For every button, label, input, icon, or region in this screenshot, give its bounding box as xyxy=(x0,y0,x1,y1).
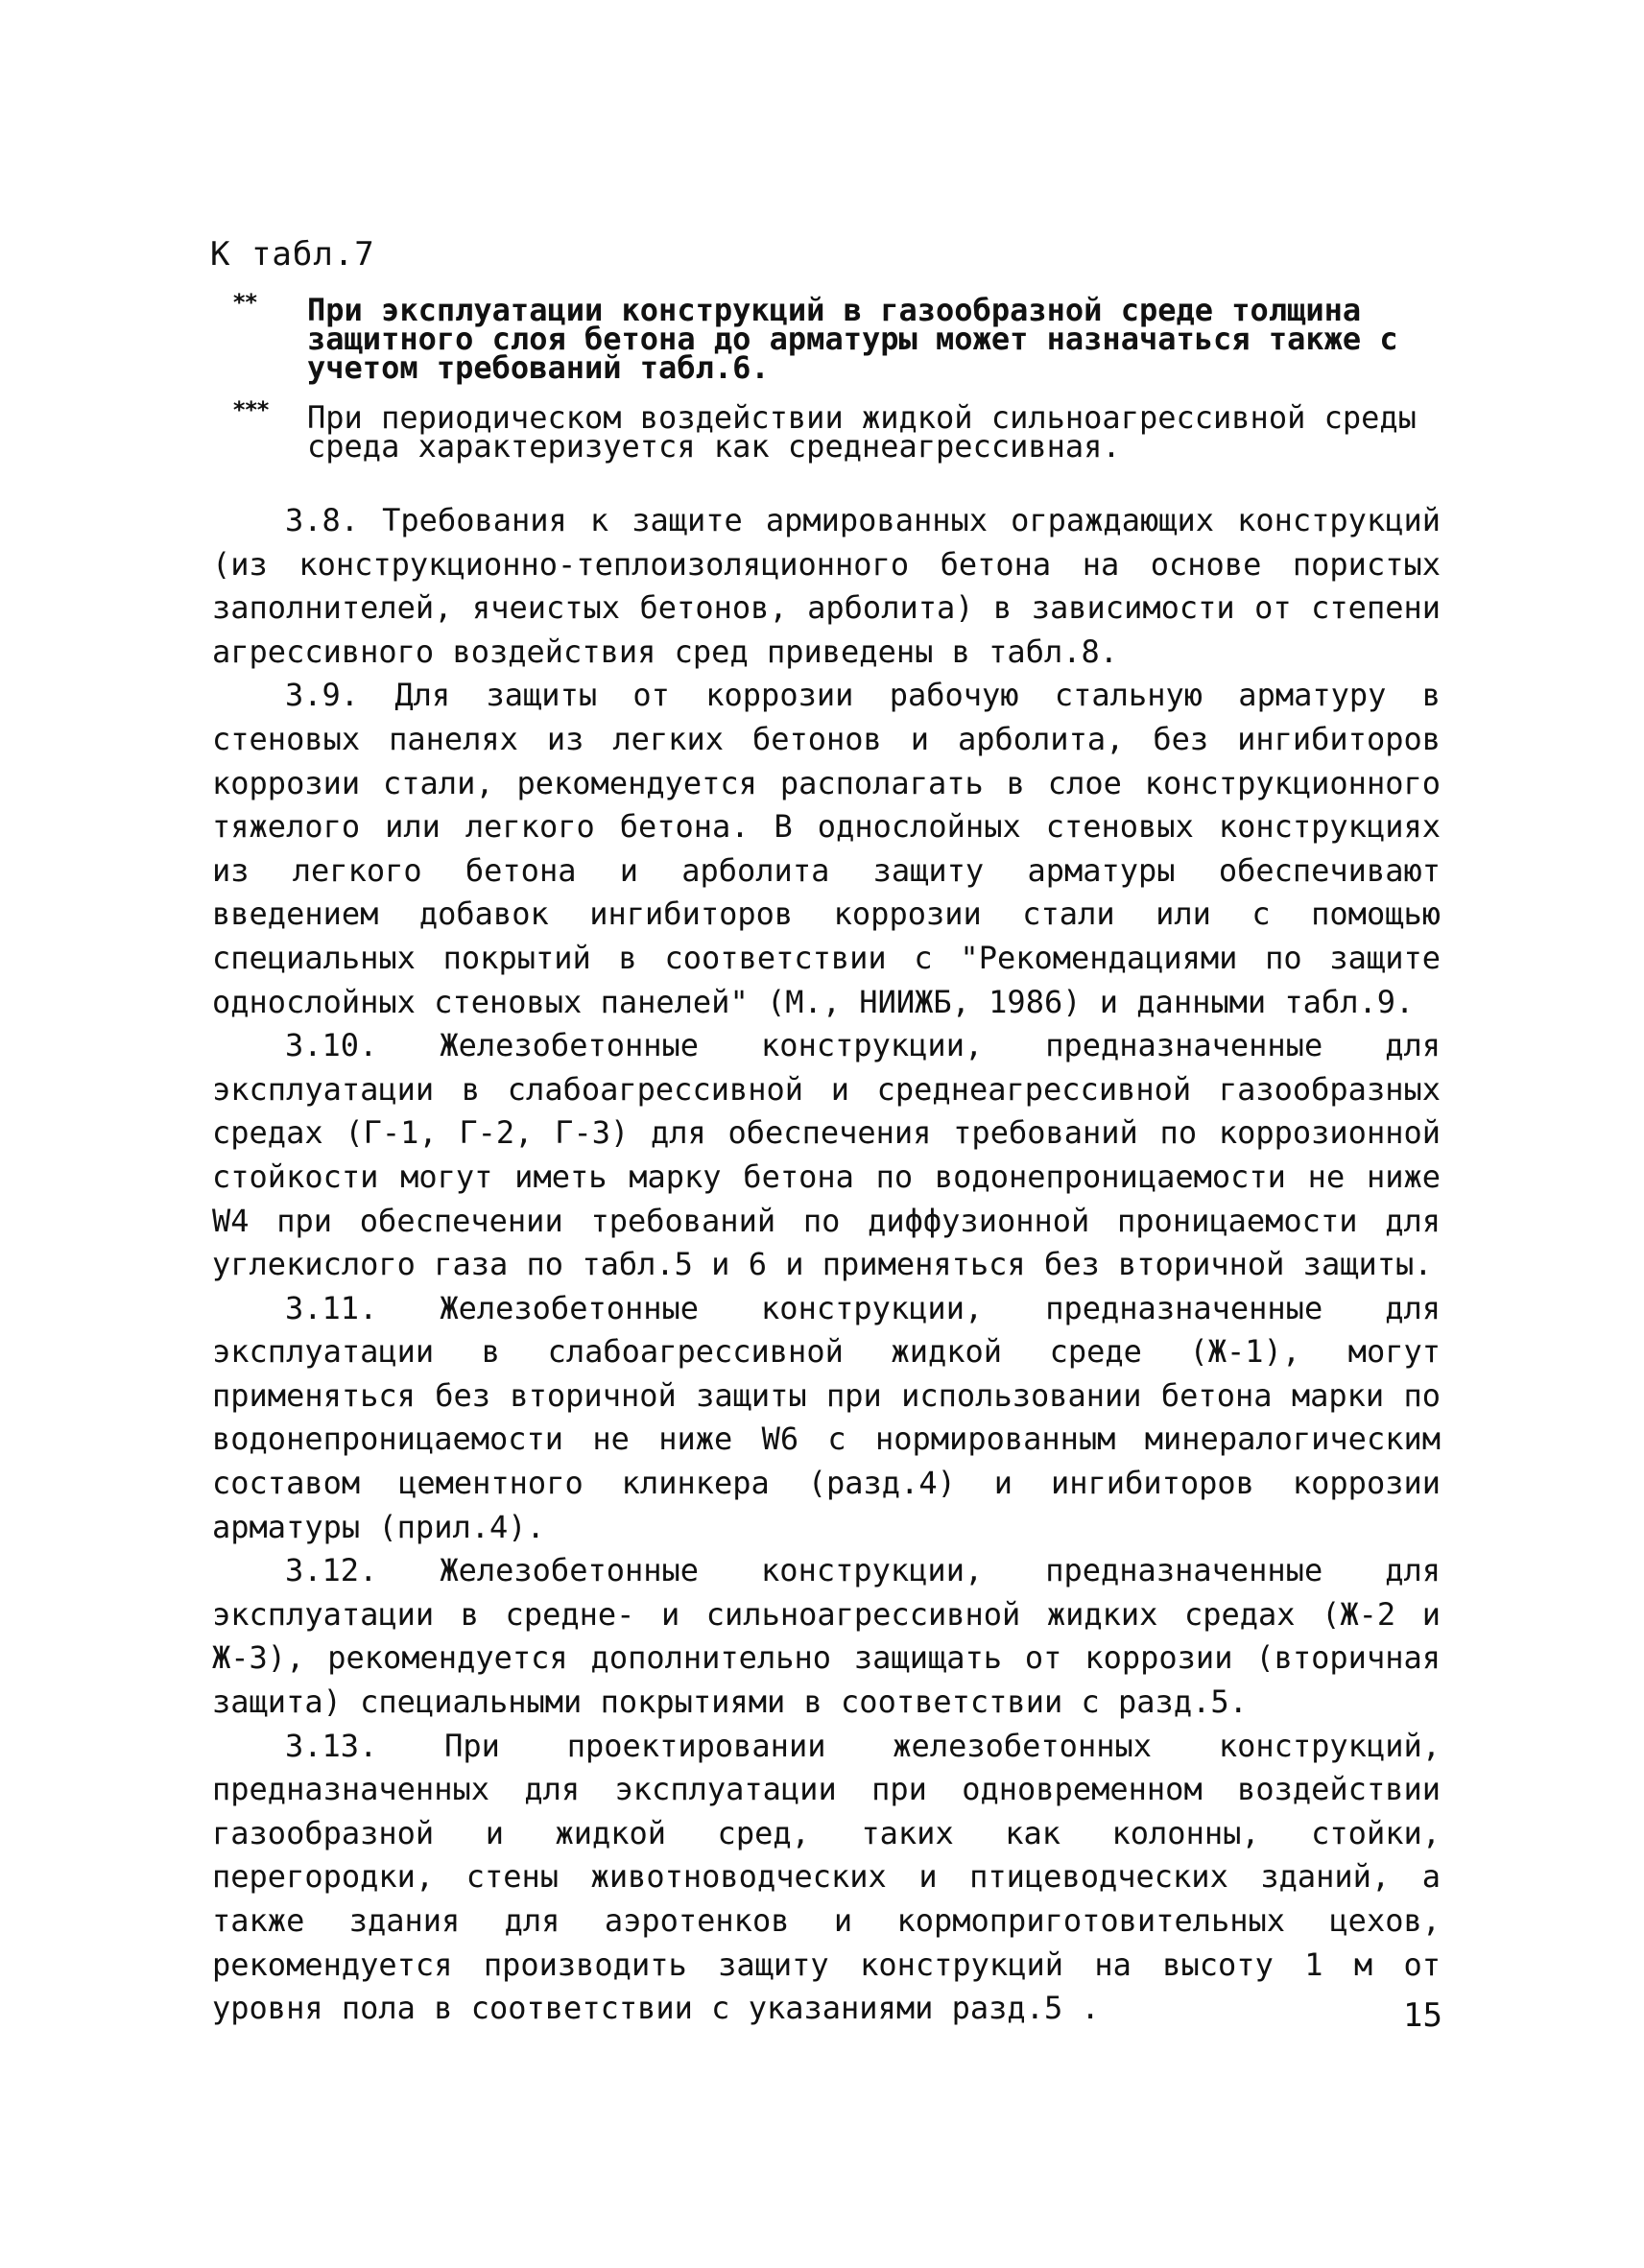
paragraph-text: При проектировании железобетонных конструкций, предназначенных для эксплуатации при одновременном воздействии газообразной и жидкой сред, таких как колонны, стойки, перегородки, стены животноводческих и птицеводческих зданий, а также здания для аэротенков и кормоприготовительных цехов, рекомендуется производить защиту конструкций на высоту 1 м от уровня пола в соответствии с указаниями разд.5 . xyxy=(212,1727,1441,2027)
footnote-mark-1: ** xyxy=(232,289,256,316)
paragraph-3-13 xyxy=(212,1725,1441,2031)
paragraph-number: 3.10. xyxy=(285,1027,378,1064)
paragraph-3-8 xyxy=(212,499,1441,674)
page-number: 15 xyxy=(1403,1996,1442,2035)
paragraph-3-11 xyxy=(212,1287,1441,1550)
paragraph-number: 3.12. xyxy=(285,1552,378,1589)
footnote-mark-2: *** xyxy=(232,396,269,423)
paragraph-number: 3.11. xyxy=(285,1289,378,1326)
footnote-2 xyxy=(232,396,1440,465)
table-reference: К табл.7 xyxy=(210,235,375,274)
paragraph-number: 3.8. xyxy=(285,502,360,538)
paragraph-text: Железобетонные конструкции, предназначенные для эксплуатации в слабоагрессивной и среднеагрессивной газообразных средах (Г-1, Г-2, Г-3) для обеспечения требований по коррозионной стойкости могут иметь марку бетона по водонепроницаемости не ниже W4 при обеспечении требований по диффузионной проницаемости для углекислого газа по табл.5 и 6 и применяться без вторичной защиты. xyxy=(212,1027,1441,1283)
paragraph-3-12 xyxy=(212,1549,1441,1724)
paragraph-text: Для защиты от коррозии рабочую стальную арматуру в стеновых панелях из легких бетонов и арболита, без ингибиторов коррозии стали, рекомендуется располагать в слое конструкционного тяжелого или легкого бетона. В однослойных стеновых конструкциях из легкого бетона и арболита защиту арматуры обеспечивают введением добавок ингибиторов коррозии стали или с помощью специальных покрытий в соответствии с "Рекомендациями по защите однослойных стеновых панелей" (М., НИИЖБ, 1986) и данными табл.9. xyxy=(212,677,1441,1020)
document-body xyxy=(212,499,1441,2031)
paragraph-text: Требования к защите армированных ограждающих конструкций (из конструкционно-теплоизоляционного бетона на основе пористых заполнителей, ячеистых бетонов, арболита) в зависимости от степени агрессивного воздействия сред приведены в табл.8. xyxy=(212,502,1441,670)
footnote-text-2: При периодическом воздействии жидкой сильноагрессивной среды среда характеризуется как среднеагрессивная. xyxy=(307,399,1417,465)
footnote-text-1: При эксплуатации конструкций в газообразной среде толщина защитного слоя бетона до арматуры может назначаться также с учетом требований табл.6. xyxy=(307,292,1398,386)
paragraph-number: 3.13. xyxy=(285,1727,378,1764)
footnote-1 xyxy=(232,289,1440,386)
paragraph-number: 3.9. xyxy=(285,677,360,714)
paragraph-3-9 xyxy=(212,674,1441,1024)
paragraph-text: Железобетонные конструкции, предназначенные для эксплуатации в слабоагрессивной жидкой среде (Ж-1), могут применяться без вторичной защиты при использовании бетона марки по водонепроницаемости не ниже W6 с нормированным минералогическим составом цементного клинкера (разд.4) и ингибиторов коррозии арматуры (прил.4). xyxy=(212,1289,1441,1545)
paragraph-3-10 xyxy=(212,1024,1441,1287)
paragraph-text: Железобетонные конструкции, предназначенные для эксплуатации в средне- и сильноагрессивной жидких средах (Ж-2 и Ж-3), рекомендуется дополнительно защищать от коррозии (вторичная защита) специальными покрытиями в соответствии с разд.5. xyxy=(212,1552,1441,1721)
